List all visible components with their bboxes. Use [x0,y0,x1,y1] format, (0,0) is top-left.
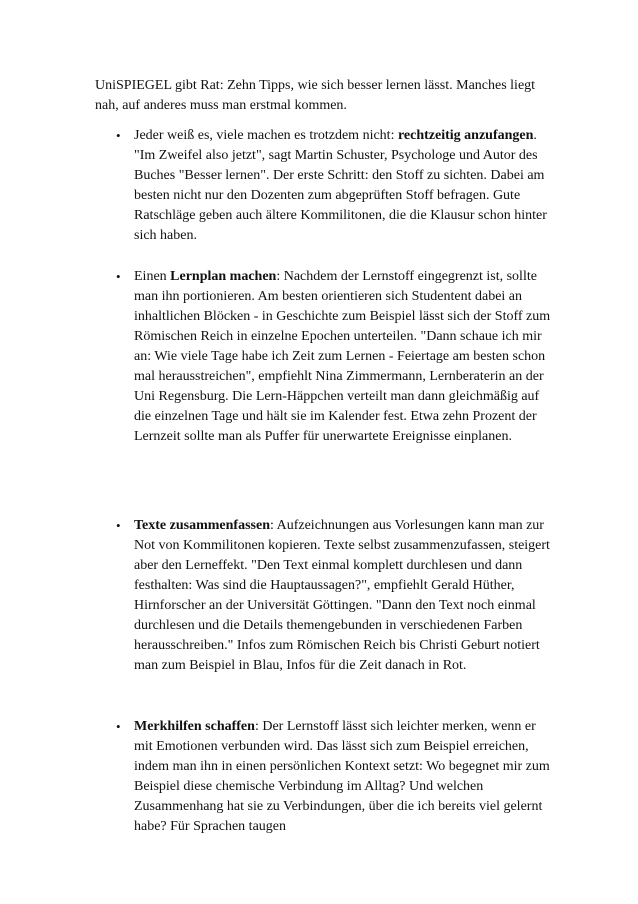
tip-text-after: . "Im Zweifel also jetzt", sagt Martin Schuster, Psychologe und Autor des Buches "Besser lernen". Der erste Schritt: den Stoff zu sichten. Dabei am besten nicht nur den Dozenten zum abgeprüften Stoff befragen. Gute Ratschläge geben auch ältere Kommilitonen, die die Klausur schon hinter sich haben. [134,128,547,243]
tip-text [134,516,554,676]
tip-text-after: : Nachdem der Lernstoff eingegrenzt ist, sollte man ihn portionieren. Am besten orientieren sich Studentent dabei an inhaltlichen Blöcken - in Geschichte zum Beispiel lässt sich der Stoff zum Römischen Reich in einzelne Epochen unterteilen. "Dann schaue ich mir an: Wie viele Tage habe ich Zeit zum Lernen - Feiertage am besten schon mal herausstreichen", empfiehlt Nina Zimmermann, Lernberaterin an der Uni Regensburg. Die Lern-Häppchen verteilt man dann gleichmäßig auf die einzelnen Tage und hält sie im Kalender fest. Etwa zehn Prozent der Lernzeit sollte man als Puffer für unerwartete Ereignisse einplanen. [134,269,551,444]
bullet-icon: • [116,719,121,734]
tip-text-before: Einen [134,269,171,284]
bullet-icon: • [116,518,121,533]
list-item [95,267,555,447]
tip-heading: rechtzeitig anzufangen [397,128,534,143]
tip-text [134,126,554,246]
tip-heading: Merkhilfen schaffen [134,719,255,734]
tip-text-before: Jeder weiß es, viele machen es trotzdem nicht: [134,128,398,143]
list-item [95,516,555,676]
list-item [95,717,555,837]
tip-heading: Lernplan machen [170,269,277,284]
intro-paragraph: UniSPIEGEL gibt Rat: Zehn Tipps, wie sich besser lernen lässt. Manches liegt nah, auf anderes muss man erstmal kommen. [95,78,536,113]
bullet-icon: • [116,269,121,284]
tip-heading: Texte zusammenfassen [134,518,270,533]
tip-text-after: : Der Lernstoff lässt sich leichter merken, wenn er mit Emotionen verbunden wird. Das lässt sich zum Beispiel erreichen, indem man ihn in einen persönlichen Kontext setzt: Wo begegnet mir zum Beispiel diese chemische Verbindung im Alltag? Und welchen Zusammenhang hat sie zu Verbindungen, über die ich bereits viel gelernt habe? Für Sprachen taugen [134,719,550,834]
tip-text [134,717,554,837]
tip-text [134,267,554,447]
tip-text-after: : Aufzeichnungen aus Vorlesungen kann man zur Not von Kommilitonen kopieren. Texte selbst zusammenzufassen, steigert aber den Lerneffekt. "Den Text einmal komplett durchlesen und dann festhalten: Was sind die Hauptaussagen?", empfiehlt Gerald Hüther, Hirnforscher an der Universität Göttingen. "Dann den Text noch einmal durchlesen und die Details themengebunden in verschiedenen Farben herausschreiben." Infos zum Römischen Reich bis Christi Geburt notiert man zum Beispiel in Blau, Infos für die Zeit danach in Rot. [134,518,550,673]
bullet-icon: • [116,128,121,143]
list-item [95,126,555,246]
